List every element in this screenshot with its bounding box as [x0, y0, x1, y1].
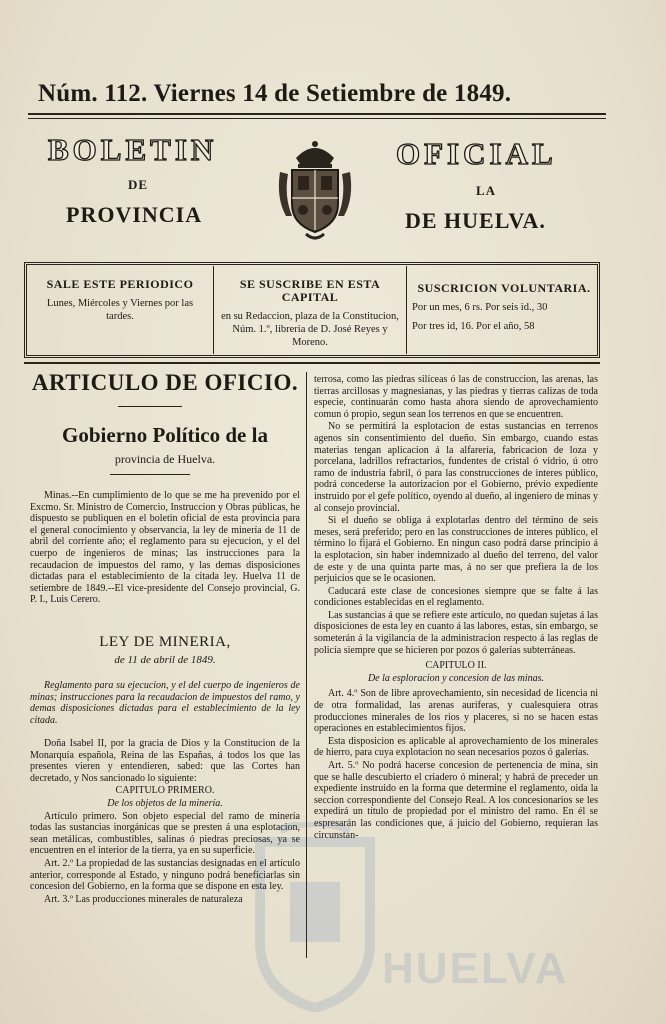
header-rule-top: [28, 113, 606, 115]
gov-title: Gobierno Político de la: [62, 423, 268, 447]
masthead-de: DE: [128, 177, 149, 192]
box-publication-days: [34, 278, 206, 323]
masthead-boletin: BOLETIN: [48, 132, 218, 167]
right-paragraph-2: No se permitirá la esplotacion de estas sustancias en terrenos agenos sin consentimiento del dueño. Sin embargo, cuando estas materias tengan aplicacion á la alfarería, fabricacion de loza y porcelana, ladrillos refractarios, fundentes de cristal ó vidrio, ú otro ramo de industria fabril, ó para las construcciones de interes público, podrá concederse la autorizacion por el Gobierno, prévio expediente instruido por el gefe político, oyendo al dueño, al ingeniero de minas y al consejo provincial.: [314, 421, 598, 514]
box-divider-2: [406, 266, 407, 354]
article-2: Art. 2.º La propiedad de las sustancias designadas en el artículo anterior, corresponde al Estado, y ninguno podrá beneficiarlas sin concesion del Gobierno, en la forma que se dispone en esta ley.: [30, 857, 300, 893]
masthead-provincia: PROVINCIA: [66, 202, 203, 227]
box-publication-head: SALE ESTE PERIODICO: [46, 277, 194, 291]
left-column-text-2: [30, 680, 300, 727]
chapter-1-title: CAPITULO PRIMERO.: [115, 785, 215, 797]
section-ornament: [118, 406, 182, 407]
article-3-start: Art. 3.º Las producciones minerales de naturaleza: [44, 893, 243, 905]
box-prices-row-1: Por un mes, 6 rs. Por seis id., 30: [412, 302, 548, 313]
ley-date: de 11 de abril de 1849.: [114, 654, 216, 666]
article-5: Art. 5.º No podrá hacerse concesion de pertenencia de mina, sin que se halle descubierto el criadero ó mineral; y habrá de preceder un expediente instruido en la forma que determine el reglamento, oida la seccion correspondiente del Consejo Real. A los concesionarios se les expedirá un título de propiedad por el ministro del ramo. En él se espresarán las condiciones que, á juicio del Gobierno, requieran las circunstan-: [314, 760, 598, 841]
gov-ornament: [110, 474, 190, 475]
box-subscribe-head: SE SUSCRIBE EN ESTA CAPITAL: [239, 277, 381, 304]
coat-of-arms-icon: [272, 136, 358, 244]
box-subscribe-body: en su Redaccion, plaza de la Constitucion, Núm. 1.º, libreria de D. José Reyes y Moreno.: [221, 311, 399, 348]
ley-title: LEY DE MINERIA,: [99, 634, 231, 650]
masthead-la: LA: [476, 183, 497, 198]
right-paragraph-3: Si el dueño se obliga á explotarlas dentro del término de seis meses, será preferido; pero en las construcciones de interes público, el término lo fijará el Gobierno. En ningun caso podrá darse principio á la esplotacion, sin haber indemnizado al dueño del terreno, del valor de este y de una quinta parte mas, á no ser que prefiera la de los perjuicios que se le ocasionen.: [314, 515, 598, 585]
watermark-word: HUELVA: [382, 944, 569, 993]
box-rule-bottom: [24, 362, 600, 364]
section-title: ARTICULO DE OFICIO.: [31, 370, 299, 395]
box-prices-row-2: Por tres id, 16. Por el año, 58: [412, 321, 535, 332]
issue-line: Núm. 112. Viernes 14 de Setiembre de 1849.: [38, 80, 512, 107]
box-publication-body: Lunes, Miércoles y Viernes por las tardes.: [46, 298, 194, 322]
article-1: Artículo primero. Son objeto especial del ramo de minería todas las sustancias inorgánicas que se presten á una esplotacion, sean metálicas, combustibles, salinas ó piedras preciosas, ya se encuentren en el interior de la tierra, ya en su superficie.: [30, 810, 300, 857]
right-paragraph-5: Las sustancias á que se refiere este artículo, no quedan sujetas á las disposiciones de esta ley en cuanto á las labores, estas, sin embargo, se someterán á la vigilancia de la administracion respecto á las reglas de policía siempre que se hicieren por pozos ó galerías subterráneas.: [314, 609, 598, 656]
left-column-text-1: [30, 490, 300, 607]
box-subscribe-place: [220, 278, 400, 349]
gov-subtitle: provincia de Huelva.: [114, 452, 216, 466]
box-subscription-prices: [412, 282, 596, 333]
box-prices-head: SUSCRICION VOLUNTARIA.: [417, 281, 591, 295]
article-4: Art. 4.º Son de libre aprovechamiento, sin necesidad de licencia ni de otra formalidad, las arenas auríferas, y cualesquiera otras producciones minerales de los rios y placeres, si no se hacen estas operaciones en establecimientos fijos.: [314, 688, 598, 735]
reglamento-paragraph: Reglamento para su ejecucion, y el del cuerpo de ingenieros de minas; instrucciones para la recaudacion de impuestos del ramo, y demas disposiciones dictadas para el establecimiento de la ley citada.: [30, 680, 300, 726]
right-paragraph-4: Caducará este clase de concesiones siempre que se falte á las condiciones establecidas en el reglamento.: [314, 585, 598, 609]
right-paragraph-7: Esta disposicion es aplicable al aprovechamiento de los minerales de hierro, para cuya explotacion no sean necesarios pozos ó galerías.: [314, 735, 598, 759]
preamble-paragraph: Doña Isabel II, por la gracia de Dios y la Constitucion de la Monarquía española, Reina de las Españas, á todos los que las presentes vieren y entendieren, sabed: que las Cortes han decretado, y Nos sancionado lo siguiente:: [30, 738, 300, 784]
header-rule-top-thin: [28, 118, 606, 119]
chapter-2-subtitle: De la esploracion y concesion de las minas.: [367, 672, 545, 684]
box-divider-1: [213, 266, 214, 354]
watermark-shield-icon: [250, 822, 380, 1012]
chapter-1-subtitle: De los objetos de la minería.: [107, 797, 223, 809]
decree-paragraph: Minas.--En cumplimiento de lo que se me ha prevenido por el Excmo. Sr. Ministro de Comercio, Instruccion y Obras públicas, he dispuesto se publiquen en el boletin oficial de esta provincia para el general conocimiento y observancia, la ley de minería de 11 de abril del corriente año; el reglamento para su ejecucion, y el del cuerpo de ingenieros de minas; las instrucciones para la recaudacion de impuestos del ramo, y las demas disposiciones dictadas para el establecimiento de la citada ley. Huelva 11 de setiembre de 1849.--El vice-presidente del Consejo provincial, G. P. I., Luis Cerero.: [30, 490, 300, 606]
article-3-cont: terrosa, como las piedras silíceas ó las de construccion, las arenas, las tierras arcillosas y magnesianas, y las piedras y tierras calizas de toda especie, continuarán como hasta ahora siendo de aprovechamiento comun ó propio, segun sean los terrenos en que se encuentren.: [314, 374, 598, 420]
masthead-oficial: OFICIAL: [396, 136, 557, 171]
right-column-text: [314, 374, 598, 842]
masthead-de-huelva: DE HUELVA.: [405, 208, 546, 233]
chapter-2-title: CAPITULO II.: [425, 660, 487, 672]
